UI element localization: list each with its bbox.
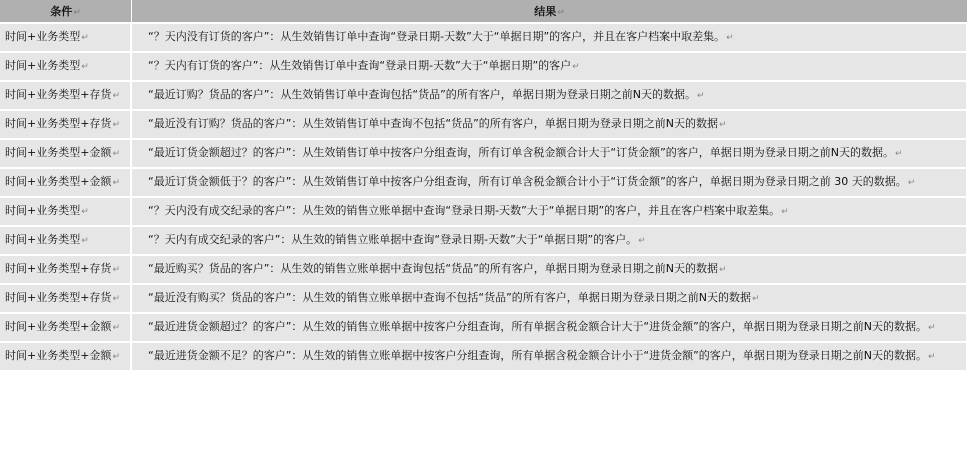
condition-cell: 时间+业务类型+存货↵ [0,82,132,111]
condition-cell: 时间+业务类型↵ [0,24,132,53]
condition-cell: 时间+业务类型+金额↵ [0,314,132,343]
table-row [0,285,968,314]
condition-cell: 时间+业务类型↵ [0,198,132,227]
table-row [0,140,968,169]
condition-cell: 时间+业务类型+存货↵ [0,285,132,314]
table-row [0,169,968,198]
result-cell: “最近购买？货品的客户”：从生效的销售立账单据中查询包括“货品”的所有客户，单据日期为登录日期之前N天的数据↵ [132,256,968,285]
result-cell: “最近订购？货品的客户”：从生效销售订单中查询包括“货品”的所有客户，单据日期为登录日期之前N天的数据。↵ [132,82,968,111]
table-row [0,111,968,140]
table-row [0,53,968,82]
condition-cell: 时间+业务类型+金额↵ [0,140,132,169]
table-row [0,82,968,111]
result-cell: “最近没有购买？货品的客户”：从生效的销售立账单据中查询不包括“货品”的所有客户，单据日期为登录日期之前N天的数据↵ [132,285,968,314]
result-cell: “最近进货金额超过？的客户”：从生效的销售立账单据中按客户分组查询，所有单据含税金额合计大于“进货金额”的客户，单据日期为登录日期之前N天的数据。↵ [132,314,968,343]
condition-cell: 时间+业务类型↵ [0,53,132,82]
table-row [0,343,968,372]
table-row [0,24,968,53]
condition-cell: 时间+业务类型↵ [0,227,132,256]
header-result: 结果↵ [132,0,968,24]
condition-cell: 时间+业务类型+金额↵ [0,169,132,198]
table-row [0,227,968,256]
result-cell: “？天内有订货的客户”：从生效销售订单中查询“登录日期-天数”大于“单据日期”的客户↵ [132,53,968,82]
result-cell: “最近没有订购？货品的客户”：从生效销售订单中查询不包括“货品”的所有客户，单据日期为登录日期之前N天的数据↵ [132,111,968,140]
condition-cell: 时间+业务类型+存货↵ [0,256,132,285]
table-row [0,256,968,285]
condition-cell: 时间+业务类型+存货↵ [0,111,132,140]
condition-cell: 时间+业务类型+金额↵ [0,343,132,372]
result-cell: “？天内没有成交纪录的客户”：从生效的销售立账单据中查询“登录日期-天数”大于“单据日期”的客户，并且在客户档案中取差集。↵ [132,198,968,227]
result-cell: “最近进货金额不足？的客户”：从生效的销售立账单据中按客户分组查询，所有单据含税金额合计小于“进货金额”的客户，单据日期为登录日期之前N天的数据。↵ [132,343,968,372]
result-cell: “最近订货金额低于？的客户”：从生效销售订单中按客户分组查询，所有订单含税金额合计小于“订货金额”的客户，单据日期为登录日期之前 30 天的数据。↵ [132,169,968,198]
table-header-row [0,0,968,24]
table-row [0,314,968,343]
header-condition: 条件↵ [0,0,132,24]
result-cell: “？天内有成交纪录的客户”：从生效的销售立账单据中查询“登录日期-天数”大于“单据日期”的客户。↵ [132,227,968,256]
table-row [0,198,968,227]
result-cell: “？天内没有订货的客户”：从生效销售订单中查询“登录日期-天数”大于“单据日期”的客户，并且在客户档案中取差集。↵ [132,24,968,53]
result-cell: “最近订货金额超过？的客户”：从生效销售订单中按客户分组查询，所有订单含税金额合计大于“订货金额”的客户，单据日期为登录日期之前N天的数据。↵ [132,140,968,169]
